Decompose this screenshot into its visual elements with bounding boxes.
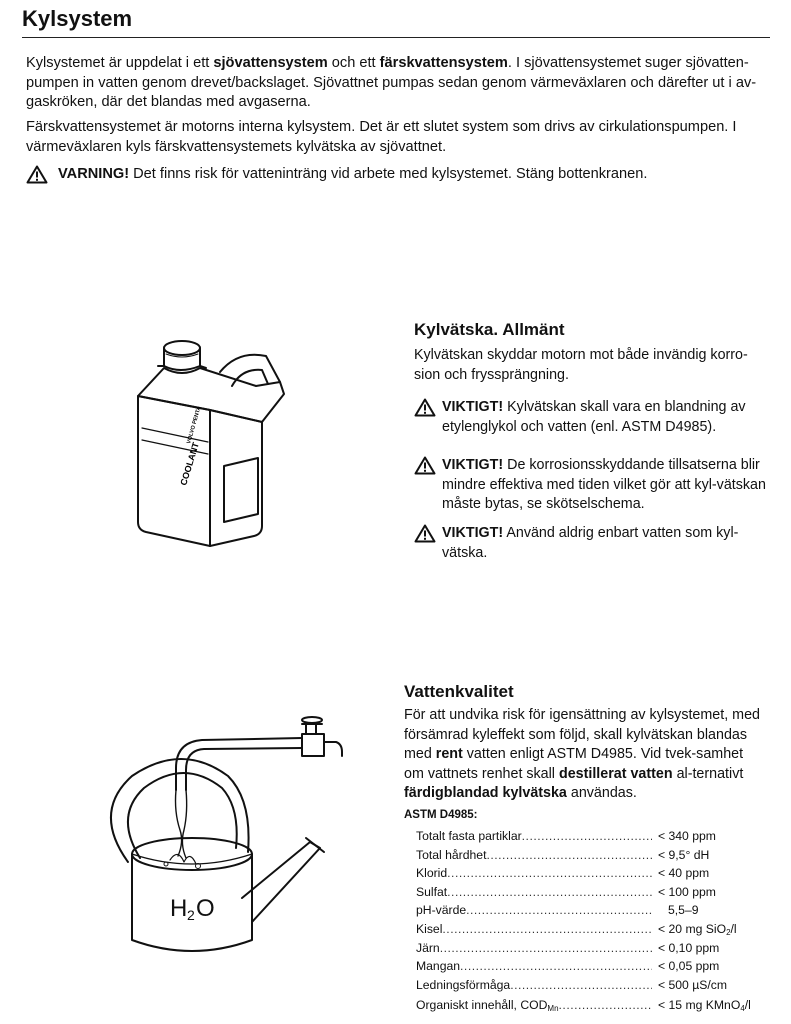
svg-text:O: O [196,895,215,922]
warning-label: VARNING! [58,166,130,182]
water-quality-description: För att undvika risk för igensättning av kylsystemet, med försämrad kyleffekt som följd, skall kylvätskan blandas med rent vatten enligt ASTM D4985. Vid tvek-samhet om vattnets renhet skall destillerat vatten al-ternativt färdigblandad kylvätska användas. [404,707,760,801]
svg-text:H: H [170,895,188,922]
important-notice: VIKTIGT! De korrosionsskyddande tillsatserna blir mindre effektiva med tiden vilket gör att kyl-vätskan måste bytas, se skötselschema. [414,456,769,515]
table-row: Organiskt innehåll, $COD_{Mn}$ ..... < 15 mg KMnO$_4$/l [416,996,762,1015]
water-quality-title: Vattenkvalitet [404,682,514,701]
important-notice: VIKTIGT! Kylvätskan skall vara en blandning av etylenglykol och vatten (enl. ASTM D4985). [414,398,769,437]
table-row: Ledningsförmåga ..... < 500 µS/cm [416,976,762,995]
svg-text:2: 2 [187,907,195,923]
warning-text: Det finns risk för vatteninträng vid arbete med kylsystemet. Stäng bottenkranen. [129,166,648,182]
watering-can-illustration [92,712,352,962]
table-row: Klorid ..... < 40 ppm [416,864,762,883]
table-row: Järn ..... < 0,10 ppm [416,939,762,958]
title-divider [22,37,770,38]
coolant-can-illustration [128,336,288,556]
table-row: Kisel ..... < 20 mg SiO$_2$/l [416,920,762,939]
table-row: Mangan ..... < 0,05 ppm [416,957,762,976]
table-row: Total hårdhet ..... < 9,5° dH [416,846,762,865]
intro-paragraph-1: Kylsystemet är uppdelat i ett sjövattensystem och ett färskvattensystem. I sjövattensystemet suger sjövatten-pumpen in vatten genom drevet/backslaget. Sjövattnet pumpas sedan genom värmeväxlaren och därefter ut i av-gaskröken, där det blandas med avgaserna. [26,55,757,110]
warning-notice [26,165,647,184]
coolant-product-label: COOLANT [178,441,201,487]
table-row: Totalt fasta partiklar ..... < 340 ppm [416,827,762,846]
warning-triangle-icon [26,165,48,184]
intro-paragraph-2: Färskvattensystemet är motorns interna kylsystem. Det är ett slutet system som drivs av cirkulationspumpen. I värmeväxlaren kyls färskvattensystemets kylvätska av sjövattnet. [26,119,737,155]
table-row: Sulfat ..... < 100 ppm [416,883,762,902]
coolant-section-title: Kylvätska. Allmänt [414,320,565,339]
coolant-description: Kylvätskan skyddar motorn mot både invändig korro-sion och fryssprängning. [414,347,748,383]
warning-triangle-icon [414,456,436,475]
h2o-label [170,895,215,923]
astm-spec-table [416,827,762,1015]
warning-triangle-icon [414,398,436,417]
important-notice: VIKTIGT! Använd aldrig enbart vatten som kyl-vätska. [414,524,769,563]
page-title: Kylsystem [22,6,133,31]
table-row: pH-värde ..... 5,5–9 [416,901,762,920]
astm-heading: ASTM D4985: [404,809,478,821]
warning-triangle-icon [414,524,436,543]
coolant-brand-label: VOLVO PENTA [186,405,203,445]
